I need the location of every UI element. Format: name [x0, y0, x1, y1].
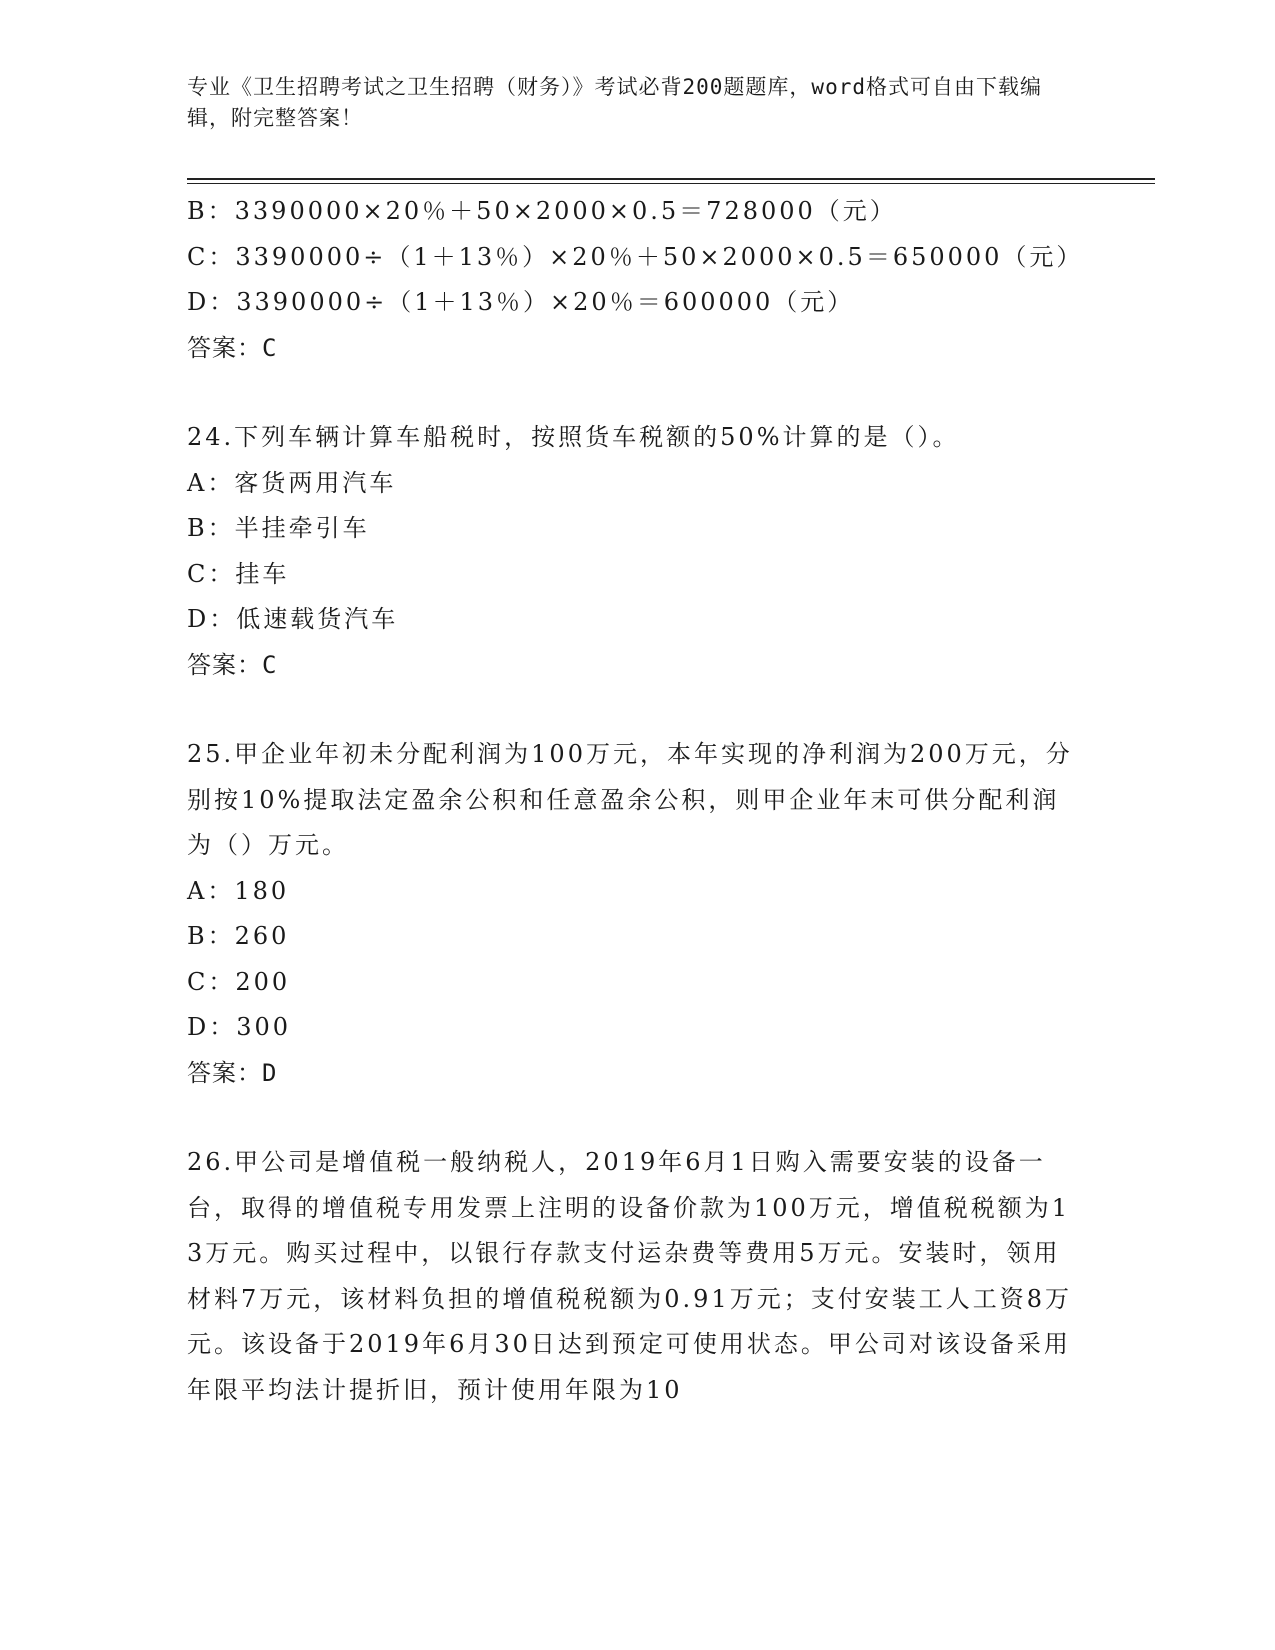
- option-b: B：3390000×20％＋50×2000×0.5＝728000（元）: [187, 197, 897, 225]
- option-b: B：半挂牵引车: [187, 514, 370, 542]
- option-b: B：260: [187, 922, 290, 950]
- question-23-tail: [187, 189, 1084, 371]
- question-text: 26.甲公司是增值税一般纳税人，2019年6月1日购入需要安装的设备一台，取得的增值税专用发票上注明的设备价款为100万元，增值税税额为13万元。购买过程中，以银行存款支付运杂费等费用5万元。安装时，领用材料7万元，该材料负担的增值税税额为0.91万元；支付安装工人工资8万元。该设备于2019年6月30日达到预定可使用状态。甲公司对该设备采用年限平均法计提折旧，预计使用年限为10: [187, 1148, 1072, 1404]
- header-divider-thick: [187, 178, 1155, 180]
- question-24: [187, 415, 1077, 688]
- option-c: C：挂车: [187, 559, 290, 588]
- header-divider-thin: [187, 183, 1155, 184]
- answer: 答案：C: [187, 650, 278, 679]
- option-a: A：客货两用汽车: [187, 468, 397, 497]
- question-25: [187, 732, 1077, 1096]
- question-text: 24.下列车辆计算车船税时，按照货车税额的50%计算的是（）。: [187, 423, 960, 451]
- option-a: A：180: [187, 876, 290, 905]
- answer: 答案：C: [187, 333, 278, 362]
- question-26: [187, 1140, 1077, 1413]
- option-c: C：3390000÷（1＋13％）×20％＋50×2000×0.5＝650000（元）: [187, 242, 1084, 271]
- answer: 答案：D: [187, 1058, 278, 1087]
- option-d: D：低速载货汽车: [187, 605, 399, 633]
- document-header: 专业《卫生招聘考试之卫生招聘（财务）》考试必背200题题库，word格式可自由下载编辑，附完整答案！: [187, 75, 1042, 130]
- option-d: D：300: [187, 1013, 292, 1041]
- document-body: [187, 189, 1084, 1413]
- option-d: D：3390000÷（1＋13％）×20％＝600000（元）: [187, 288, 855, 316]
- option-c: C：200: [187, 967, 291, 996]
- question-text: 25.甲企业年初未分配利润为100万元，本年实现的净利润为200万元，分别按10%提取法定盈余公积和任意盈余公积，则甲企业年末可供分配利润为（）万元。: [187, 740, 1073, 859]
